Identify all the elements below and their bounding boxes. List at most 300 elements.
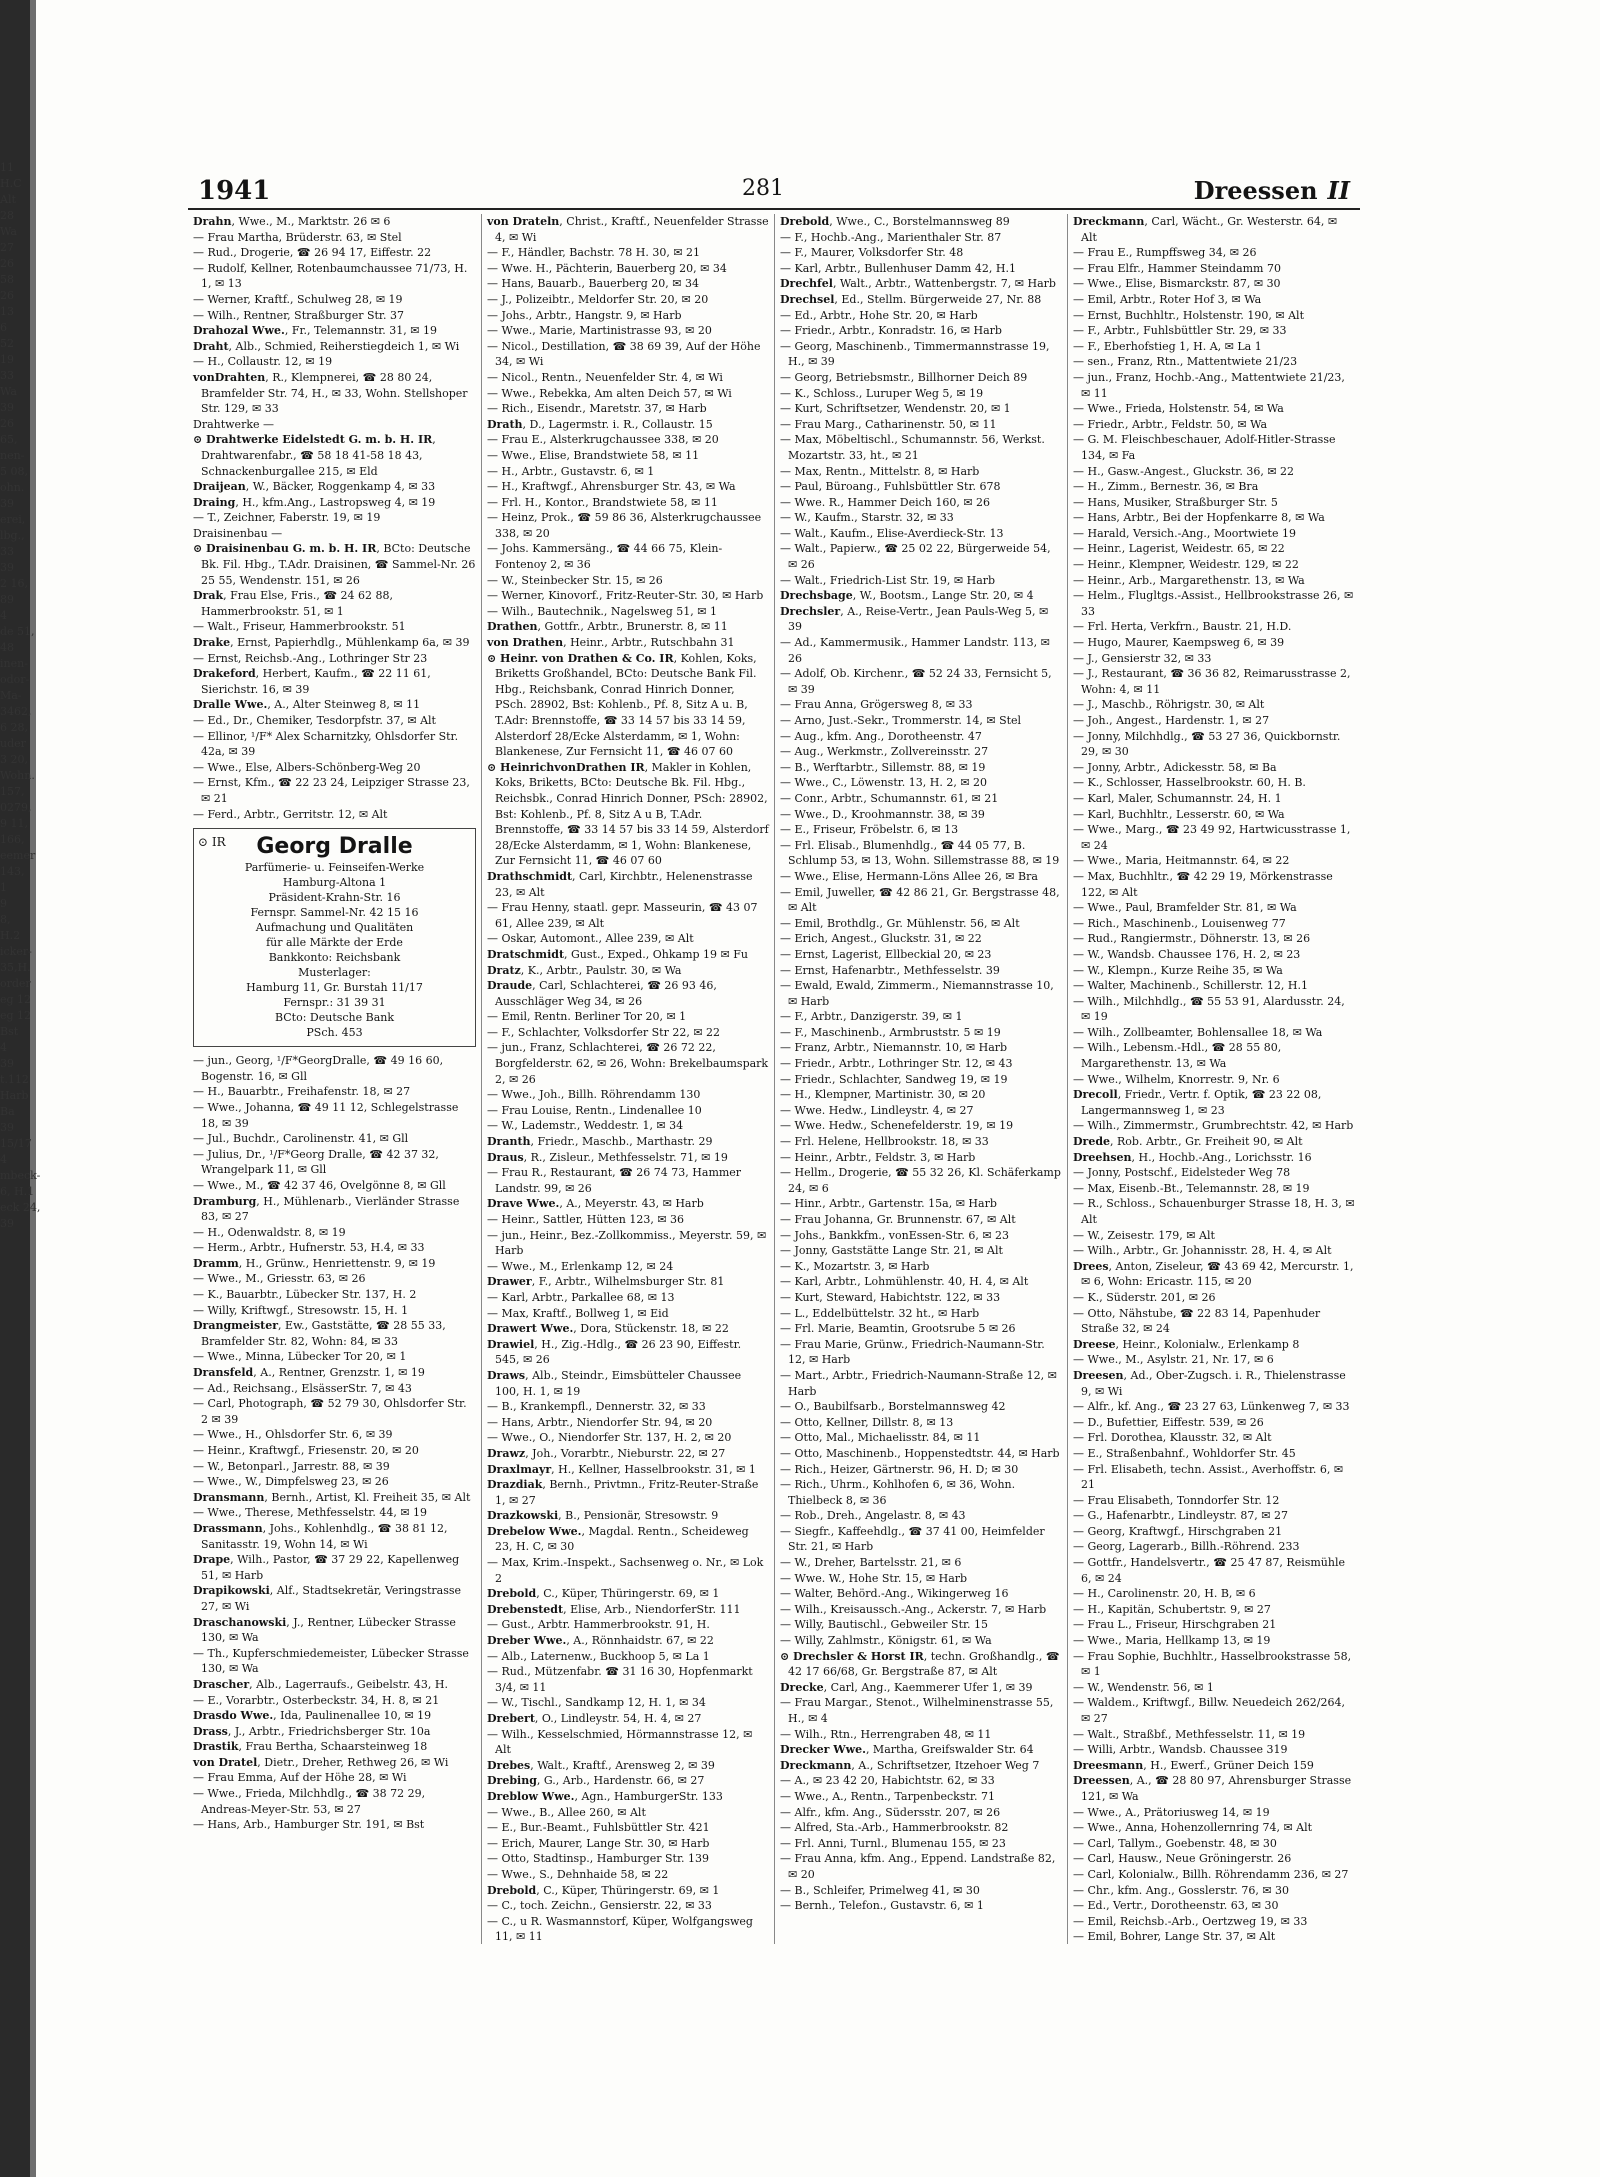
directory-entry: — R., Schloss., Schauenburger Strasse 18, H. 3, ✉ Alt bbox=[1073, 1197, 1355, 1226]
directory-entry: — Herm., Arbtr., Hufnerstr. 53, H.4, ✉ 33 bbox=[193, 1241, 425, 1255]
directory-entry: Drebold, Wwe., C., Borstelmannsweg 89 bbox=[780, 215, 1010, 228]
directory-entry: — Ernst, Buchhltr., Holstenstr. 190, ✉ Alt bbox=[1073, 308, 1304, 322]
directory-entry: Drawz, Joh., Vorarbtr., Nieburstr. 22, ✉ 27 bbox=[487, 1446, 726, 1460]
directory-entry: Drath, D., Lagermstr. i. R., Collaustr. 15 bbox=[487, 417, 713, 431]
directory-entry: — Heinr., Kraftwgf., Friesenstr. 20, ✉ 20 bbox=[193, 1444, 419, 1457]
directory-entry: — Hans, Musiker, Straßburger Str. 5 bbox=[1073, 495, 1278, 509]
fragment-text: eck 24, bbox=[0, 1201, 41, 1214]
directory-entry: — O., Baubilfsarb., Borstelmannsweg 42 bbox=[780, 1400, 1006, 1414]
directory-entry: Drecke, Carl, Ang., Kaemmerer Ufer 1, ✉ 39 bbox=[780, 1680, 1033, 1694]
directory-entry: — Friedr., Arbtr., Konradstr. 16, ✉ Harb bbox=[780, 324, 1002, 338]
directory-entry: Drebert, O., Lindleystr. 54, H. 4, ✉ 27 bbox=[487, 1712, 702, 1725]
fragment-text: 9 11, bbox=[0, 817, 28, 830]
directory-entry: — H., Odenwaldstr. 8, ✉ 19 bbox=[193, 1225, 346, 1239]
directory-entry: — Willy, Zahlmstr., Königstr. 61, ✉ Wa bbox=[780, 1634, 992, 1648]
directory-entry: — Wwe. H., Pächterin, Bauerberg 20, ✉ 34 bbox=[487, 261, 727, 275]
directory-entry: — Wilh., Kreisaussch.-Ang., Ackerstr. 7, ✉ Harb bbox=[780, 1602, 1047, 1616]
directory-entry: Draijean, W., Bäcker, Roggenkamp 4, ✉ 33 bbox=[193, 480, 436, 494]
directory-entry: — Wwe., Elise, Brandstwiete 58, ✉ 11 bbox=[487, 448, 700, 462]
directory-entry: — Wwe., Therese, Methfesselstr. 44, ✉ 19 bbox=[193, 1506, 428, 1520]
directory-entry: — Gottfr., Handelsvertr., ☎ 25 47 87, Reismühle 6, ✉ 24 bbox=[1073, 1556, 1346, 1585]
directory-entry: Drebes, Walt., Kraftf., Arensweg 2, ✉ 39 bbox=[487, 1758, 715, 1772]
directory-entry: — Otto, Mal., Michaelisstr. 84, ✉ 11 bbox=[780, 1431, 981, 1445]
directory-entry: — F., Arbtr., Danzigerstr. 39, ✉ 1 bbox=[780, 1010, 963, 1024]
directory-entry: — H., Carolinenstr. 20, H. B, ✉ 6 bbox=[1073, 1587, 1256, 1601]
directory-entry: — Wilh., Kesselschmied, Hörmannstrasse 12, ✉ Alt bbox=[487, 1727, 753, 1757]
directory-entry: — Max, Eisenb.-Bt., Telemannstr. 28, ✉ 19 bbox=[1073, 1181, 1310, 1195]
directory-entry: — Wwe., A., Rentn., Tarpenbeckstr. 71 bbox=[780, 1789, 995, 1803]
column-4 bbox=[1067, 214, 1360, 1944]
directory-entry: — Wwe., Wilhelm, Knorrestr. 9, Nr. 6 bbox=[1073, 1072, 1280, 1086]
directory-entry: — G. M. Fleischbeschauer, Adolf-Hitler-Strasse 134, ✉ Fa bbox=[1073, 433, 1336, 462]
directory-entry: Drebenstedt, Elise, Arb., NiendorferStr. 111 bbox=[487, 1602, 741, 1616]
directory-entry: — Frl. Elisab., Blumenhdlg., ☎ 44 05 77, B. Schlump 53, ✉ 13, Wohn. Sillemstrasse 88, ✉ 19 bbox=[780, 838, 1060, 868]
directory-entry: — Rud., Drogerie, ☎ 26 94 17, Eiffestr. 22 bbox=[193, 246, 432, 260]
directory-entry: — W., Zeisestr. 179, ✉ Alt bbox=[1073, 1228, 1215, 1242]
directory-entry: — Hinr., Arbtr., Gartenstr. 15a, ✉ Harb bbox=[780, 1197, 997, 1211]
directory-entry: — Wwe., Rebekka, Am alten Deich 57, ✉ Wi bbox=[487, 386, 732, 400]
directory-entry: Drawer, F., Arbtr., Wilhelmsburger Str. 81 bbox=[487, 1275, 725, 1289]
fragment-text: lbg., bbox=[0, 529, 25, 542]
directory-entry: — F., Arbtr., Fuhlsbüttler Str. 29, ✉ 33 bbox=[1073, 324, 1287, 338]
ad-mark: ⊙ IR bbox=[198, 835, 226, 850]
fragment-text: 52 bbox=[0, 337, 14, 350]
directory-entry: — Siegfr., Kaffeehdlg., ☎ 37 41 00, Heimfelder Str. 21, ✉ Harb bbox=[780, 1524, 1045, 1554]
directory-entry: — Hans, Arb., Hamburger Str. 191, ✉ Bst bbox=[193, 1818, 425, 1832]
directory-entry: — Frau Emma, Auf der Höhe 28, ✉ Wi bbox=[193, 1771, 407, 1785]
ad-line: BCto: Deutsche Bank bbox=[274, 1011, 395, 1025]
ad-line: Hamburg 11, Gr. Burstah 11/17 bbox=[246, 981, 423, 995]
directory-entry: — Rudolf, Kellner, Rotenbaumchaussee 71/73, H. 1, ✉ 13 bbox=[193, 261, 468, 291]
directory-entry: — J., Maschb., Röhrigstr. 30, ✉ Alt bbox=[1073, 698, 1265, 712]
directory-entry: — Karl, Maler, Schumannstr. 24, H. 1 bbox=[1073, 791, 1282, 805]
directory-entry: Dransfeld, A., Rentner, Grenzstr. 1, ✉ 19 bbox=[193, 1366, 425, 1380]
directory-entry: Dreessen, A., ☎ 28 80 97, Ahrensburger Strasse 121, ✉ Wa bbox=[1073, 1774, 1352, 1803]
fragment-text: 6 28, bbox=[0, 721, 28, 734]
directory-entry: — Walt., Friedrich-List Str. 19, ✉ Harb bbox=[780, 573, 996, 587]
directory-entry: — W., Betonparl., Jarrestr. 88, ✉ 39 bbox=[193, 1459, 390, 1473]
directory-entry: — Aug., Werkmstr., Zollvereinsstr. 27 bbox=[780, 745, 989, 759]
directory-entry: — Ernst, Reichsb.-Ang., Lothringer Str 23 bbox=[193, 651, 428, 665]
directory-entry: Dransmann, Bernh., Artist, Kl. Freiheit 35, ✉ Alt bbox=[193, 1490, 471, 1504]
directory-entry: Dramm, H., Grünw., Henriettenstr. 9, ✉ 19 bbox=[193, 1256, 436, 1270]
directory-entry: — Bernh., Telefon., Gustavstr. 6, ✉ 1 bbox=[780, 1899, 984, 1913]
directory-entry: Dreesmann, H., Ewerf., Grüner Deich 159 bbox=[1073, 1758, 1314, 1772]
directory-entry: — Jonny, Milchhdlg., ☎ 53 27 36, Quickbornstr. 29, ✉ 30 bbox=[1073, 729, 1341, 759]
directory-entry: — Walt., Straßbf., Methfesselstr. 11, ✉ 19 bbox=[1073, 1727, 1306, 1741]
directory-entry: — Frau Elisabeth, Tonndorfer Str. 12 bbox=[1073, 1493, 1280, 1507]
directory-entry: Drecoll, Friedr., Vertr. f. Optik, ☎ 23 22 08, Langermannsweg 1, ✉ 23 bbox=[1073, 1088, 1322, 1117]
directory-entry: — Ewald, Ewald, Zimmerm., Niemannstrasse 10, ✉ Harb bbox=[780, 979, 1054, 1008]
directory-entry: — Heinr., Sattler, Hütten 123, ✉ 36 bbox=[487, 1213, 685, 1226]
directory-entry: — Wwe. Hedw., Lindleystr. 4, ✉ 27 bbox=[780, 1103, 974, 1117]
directory-entry: Drechfel, Walt., Arbtr., Wattenbergstr. 7, ✉ Harb bbox=[780, 277, 1056, 291]
directory-entry: — Gust., Arbtr. Hammerbrookstr. 91, H. bbox=[487, 1618, 710, 1632]
fragment-text: Harb bbox=[0, 1089, 29, 1102]
directory-entry: — D., Bufettier, Eiffestr. 539, ✉ 26 bbox=[1073, 1415, 1264, 1429]
directory-entry: — jun., Georg, ¹/F*GeorgDralle, ☎ 49 16 60, Bogenstr. 16, ✉ Gll bbox=[193, 1054, 444, 1083]
fragment-text: 15/17 bbox=[0, 1137, 32, 1150]
directory-entry: — Max, Möbeltischl., Schumannstr. 56, Werkst. Mozartstr. 33, ht., ✉ 21 bbox=[780, 433, 1045, 462]
directory-entry: — Arno, Just.-Sekr., Trommerstr. 14, ✉ Stel bbox=[780, 714, 1022, 727]
directory-entry: — Waldem., Kriftwgf., Billw. Neuedeich 262/264, ✉ 27 bbox=[1073, 1696, 1345, 1725]
directory-entry: — Wwe., Else, Albers-Schönberg-Weg 20 bbox=[193, 760, 421, 774]
directory-entry: — Rich., Maschinenb., Louisenweg 77 bbox=[1073, 916, 1286, 930]
directory-entry: Drasdo Wwe., Ida, Paulinenallee 10, ✉ 19 bbox=[193, 1709, 432, 1723]
directory-entry: — Frau Marg., Catharinenstr. 50, ✉ 11 bbox=[780, 417, 997, 431]
directory-entry: — Wwe., Marie, Martinistrasse 93, ✉ 20 bbox=[487, 324, 712, 338]
fragment-text: inen- bbox=[0, 657, 28, 670]
directory-entry: — H., Collaustr. 12, ✉ 19 bbox=[193, 355, 333, 369]
fragment-text: 48 bbox=[0, 641, 14, 654]
directory-entry: — Georg, Kraftwgf., Hirschgraben 21 bbox=[1073, 1524, 1283, 1538]
directory-entry: — Hans, Bauarb., Bauerberg 20, ✉ 34 bbox=[487, 277, 699, 291]
directory-entry: — H., Arbtr., Gustavstr. 6, ✉ 1 bbox=[487, 464, 655, 478]
directory-entry: — Heinr., Arb., Margarethenstr. 13, ✉ Wa bbox=[1073, 573, 1305, 587]
directory-entry: Drangmeister, Ew., Gaststätte, ☎ 28 55 33, Bramfelder Str. 82, Wohn: 84, ✉ 33 bbox=[193, 1319, 446, 1348]
fragment-text: Wohn. bbox=[0, 769, 35, 782]
directory-entry: — Erich, Angest., Gluckstr. 31, ✉ 22 bbox=[780, 932, 982, 946]
directory-entry: — Alfr., kf. Ang., ☎ 23 27 63, Lünkenweg 7, ✉ 33 bbox=[1073, 1400, 1350, 1414]
directory-entry: — Max, Rentn., Mittelstr. 8, ✉ Harb bbox=[780, 464, 980, 478]
directory-entry: — Otto, Maschinenb., Hoppenstedtstr. 44, ✉ Harb bbox=[780, 1446, 1060, 1460]
directory-entry: Drazdiak, Bernh., Privtmn., Fritz-Reuter-Straße 1, ✉ 27 bbox=[487, 1478, 759, 1507]
directory-entry: — F., Eberhofstieg 1, H. A, ✉ La 1 bbox=[1073, 339, 1262, 353]
directory-entry: — Wilh., Milchhdlg., ☎ 55 53 91, Alardusstr. 24, ✉ 19 bbox=[1073, 994, 1345, 1024]
ad-line: Parfümerie- u. Feinseifen-Werke bbox=[244, 861, 425, 875]
fragment-text: 2 16, bbox=[0, 577, 28, 590]
directory-entry: — E., Friseur, Fröbelstr. 6, ✉ 13 bbox=[780, 823, 959, 837]
directory-entry: Drathen, Gottfr., Arbtr., Brunerstr. 8, ✉ 11 bbox=[487, 620, 728, 634]
directory-entry: — C., toch. Zeichn., Gensierstr. 22, ✉ 33 bbox=[487, 1899, 712, 1913]
directory-entry: — Rud., Mützenfabr. ☎ 31 16 30, Hopfenmarkt 3/4, ✉ 11 bbox=[487, 1665, 753, 1694]
fragment-text: H.C bbox=[0, 177, 22, 190]
directory-entry: — Wwe., Joh., Billh. Röhrendamm 130 bbox=[487, 1088, 701, 1102]
directory-page bbox=[172, 170, 1364, 1950]
directory-entry: — Frl. Helene, Hellbrookstr. 18, ✉ 33 bbox=[780, 1135, 989, 1149]
directory-entry: — Alb., Laternenw., Buckhoop 5, ✉ La 1 bbox=[487, 1649, 710, 1663]
directory-entry: — Friedr., Schlachter, Sandweg 19, ✉ 19 bbox=[780, 1072, 1008, 1086]
directory-entry: — W., Wandsb. Chaussee 176, H. 2, ✉ 23 bbox=[1073, 947, 1301, 961]
fragment-text: 3 20, bbox=[0, 753, 28, 766]
directory-entry: Drapikowski, Alf., Stadtsekretär, Veringstrasse 27, ✉ Wi bbox=[193, 1584, 462, 1613]
directory-entry: — Otto, Kellner, Dillstr. 8, ✉ 13 bbox=[780, 1415, 954, 1429]
directory-entry: — Frau Sophie, Buchhltr., Hasselbrookstrasse 58, ✉ 1 bbox=[1073, 1649, 1352, 1679]
directory-entry: — Nicol., Rentn., Neuenfelder Str. 4, ✉ Wi bbox=[487, 370, 723, 384]
directory-entry: Drebold, C., Küper, Thüringerstr. 69, ✉ 1 bbox=[487, 1587, 720, 1601]
directory-entry: — Otto, Nähstube, ☎ 22 83 14, Papenhuder Straße 32, ✉ 24 bbox=[1073, 1306, 1321, 1336]
directory-entry: — Aug., kfm. Ang., Dorotheenstr. 47 bbox=[780, 729, 982, 743]
ad-line: Aufmachung und Qualitäten bbox=[255, 921, 414, 935]
ad-line: Fernspr.: 31 39 31 bbox=[283, 996, 386, 1010]
directory-entry: Drass, J., Arbtr., Friedrichsberger Str. 10a bbox=[193, 1724, 431, 1738]
fragment-text: 3462, bbox=[0, 705, 32, 718]
directory-entry: — Frl. H., Kontor., Brandstwiete 58, ✉ 11 bbox=[487, 495, 718, 509]
fragment-text: t.112 bbox=[0, 1073, 29, 1086]
ad-line: PSch. 453 bbox=[306, 1026, 363, 1040]
columns bbox=[188, 214, 1360, 1944]
directory-entry: — Adolf, Ob. Kirchenr., ☎ 52 24 33, Fernsicht 5, ✉ 39 bbox=[780, 667, 1052, 696]
fragment-text: 26 bbox=[0, 289, 14, 302]
directory-entry: Drathschmidt, Carl, Kirchbtr., Helenenstrasse 23, ✉ Alt bbox=[487, 869, 753, 899]
directory-entry: — Emil, Arbtr., Roter Hof 3, ✉ Wa bbox=[1073, 292, 1262, 306]
directory-entry: — Mart., Arbtr., Friedrich-Naumann-Straße 12, ✉ Harb bbox=[780, 1368, 1057, 1398]
directory-entry: Draude, Carl, Schlachterei, ☎ 26 93 46, Ausschläger Weg 34, ✉ 26 bbox=[487, 979, 717, 1008]
directory-entry: — B., Krankempfl., Dennerstr. 32, ✉ 33 bbox=[487, 1400, 706, 1414]
fragment-text: Ba bbox=[0, 1105, 15, 1118]
fragment-text: eg 12 bbox=[0, 993, 32, 1006]
ad-line: Fernspr. Sammel-Nr. 42 15 16 bbox=[250, 906, 419, 920]
directory-entry: Drawiel, H., Zig.-Hdlg., ☎ 26 23 90, Eiffestr. 545, ✉ 26 bbox=[487, 1337, 742, 1367]
fragment-text: order bbox=[0, 977, 31, 990]
fragment-text: H.2 bbox=[0, 929, 21, 942]
directory-entry: — Jul., Buchdr., Carolinenstr. 41, ✉ Gll bbox=[193, 1132, 409, 1146]
fragment-text: Alt bbox=[0, 193, 16, 206]
directory-entry: — Wwe., Johanna, ☎ 49 11 12, Schlegelstrasse 18, ✉ 39 bbox=[193, 1100, 459, 1130]
directory-entry: — Wwe., S., Dehnhaide 58, ✉ 22 bbox=[487, 1867, 669, 1881]
directory-entry: Dreckmann, A., Schriftsetzer, Itzehoer Weg 7 bbox=[780, 1758, 1040, 1772]
directory-entry: — Wilh., Rtn., Herrengraben 48, ✉ 11 bbox=[780, 1727, 992, 1741]
directory-entry: — Chr., kfm. Ang., Gosslerstr. 76, ✉ 30 bbox=[1073, 1883, 1290, 1897]
directory-entry: — W., Wendenstr. 56, ✉ 1 bbox=[1073, 1680, 1214, 1694]
directory-entry: — Wwe., O., Niendorfer Str. 137, H. 2, ✉ 20 bbox=[487, 1431, 732, 1445]
directory-entry: — Oskar, Automont., Allee 239, ✉ Alt bbox=[487, 932, 694, 946]
directory-entry: — Karl, Arbtr., Lohmühlenstr. 40, H. 4, ✉ Alt bbox=[780, 1275, 1029, 1289]
directory-entry: — Nicol., Destillation, ☎ 38 69 39, Auf der Höhe 34, ✉ Wi bbox=[487, 339, 761, 369]
fragment-text: 4 bbox=[0, 609, 7, 622]
directory-entry: — Alfr., kfm. Ang., Südersstr. 207, ✉ 26 bbox=[780, 1805, 1001, 1819]
directory-entry: — Joh., Angest., Hardenstr. 1, ✉ 27 bbox=[1073, 714, 1270, 727]
directory-entry: — T., Zeichner, Faberstr. 19, ✉ 19 bbox=[193, 511, 381, 525]
directory-entry: — Emil, Brothdlg., Gr. Mühlenstr. 56, ✉ Alt bbox=[780, 916, 1020, 930]
fragment-text: 27 bbox=[0, 241, 14, 254]
directory-entry: Drastik, Frau Bertha, Schaarsteinweg 18 bbox=[193, 1740, 428, 1754]
page-year: 1941 bbox=[198, 176, 271, 206]
fragment-text: 4 bbox=[0, 1041, 7, 1054]
directory-entry: — Wwe., M., ☎ 42 37 46, Ovelgönne 8, ✉ Gll bbox=[193, 1178, 446, 1192]
directory-entry: — Rud., Rangiermstr., Döhnerstr. 13, ✉ 26 bbox=[1073, 932, 1311, 946]
directory-entry: Dreesen, Ad., Ober-Zugsch. i. R., Thielenstrasse 9, ✉ Wi bbox=[1073, 1368, 1346, 1398]
directory-entry: — Kurt, Steward, Habichtstr. 122, ✉ 33 bbox=[780, 1290, 1001, 1304]
directory-entry: — Carl, Photograph, ☎ 52 79 30, Ohlsdorfer Str. 2 ✉ 39 bbox=[193, 1397, 467, 1426]
directory-entry: Drape, Wilh., Pastor, ☎ 37 29 22, Kapellenweg 51, ✉ Harb bbox=[193, 1553, 460, 1582]
directory-entry: — Wwe., Frieda, Holstenstr. 54, ✉ Wa bbox=[1073, 402, 1284, 416]
directory-entry: — Werner, Kraftf., Schulweg 28, ✉ 19 bbox=[193, 292, 403, 306]
directory-entry: von Drathen, Heinr., Arbtr., Rutschbahn 31 bbox=[487, 636, 735, 650]
directory-entry: — Frl. Anni, Turnl., Blumenau 155, ✉ 23 bbox=[780, 1836, 1006, 1850]
directory-entry: ⊙ Drechsler & Horst IR, techn. Großhandlg., ☎ 42 17 66/68, Gr. Bergstraße 87, ✉ Alt bbox=[780, 1649, 1060, 1679]
directory-entry: — Willy, Kriftwgf., Stresowstr. 15, H. 1 bbox=[193, 1303, 409, 1317]
directory-entry: — Frau R., Restaurant, ☎ 26 74 73, Hammer Landstr. 99, ✉ 26 bbox=[487, 1166, 742, 1195]
directory-entry: — Emil, Juweller, ☎ 42 86 21, Gr. Bergstrasse 48, ✉ Alt bbox=[780, 885, 1060, 915]
directory-entry: — Max, Kraftf., Bollweg 1, ✉ Eid bbox=[487, 1306, 669, 1320]
directory-entry: — Hans, Arbtr., Bei der Hopfenkarre 8, ✉ Wa bbox=[1073, 511, 1325, 525]
directory-entry: — Rich., Uhrm., Kohlhofen 6, ✉ 36, Wohn. Thielbeck 8, ✉ 36 bbox=[780, 1478, 1016, 1507]
directory-entry: Drebelow Wwe., Magdal. Rentn., Scheideweg 23, H. C, ✉ 30 bbox=[487, 1524, 749, 1554]
fragment-text: 6, H.1 bbox=[0, 1185, 35, 1198]
fragment-text: erei, bbox=[0, 513, 26, 526]
fragment-text: icker- bbox=[0, 945, 32, 958]
directory-entry: — Wilh., Zimmermstr., Grumbrechtstr. 42, ✉ Harb bbox=[1073, 1119, 1354, 1133]
directory-entry: — Ellinor, ¹/F* Alex Scharnitzky, Ohlsdorfer Str. 42a, ✉ 39 bbox=[193, 729, 459, 759]
directory-entry: — Wilh., Bautechnik., Nagelsweg 51, ✉ 1 bbox=[487, 604, 717, 618]
directory-entry: — Wwe., Marg., ☎ 23 49 92, Hartwicusstrasse 1, ✉ 24 bbox=[1073, 823, 1351, 852]
directory-entry: — Hugo, Maurer, Kaempsweg 6, ✉ 39 bbox=[1073, 636, 1285, 650]
directory-entry: — K., Süderstr. 201, ✉ 26 bbox=[1073, 1290, 1216, 1304]
directory-entry: — Frau Henny, staatl. gepr. Masseurin, ☎ 43 07 61, Allee 239, ✉ Alt bbox=[487, 901, 758, 930]
directory-entry: — W., Tischl., Sandkamp 12, H. 1, ✉ 34 bbox=[487, 1696, 706, 1710]
directory-entry: — Heinr., Klempner, Weidestr. 129, ✉ 22 bbox=[1073, 558, 1299, 572]
directory-entry: Draisinenbau — bbox=[193, 526, 283, 540]
directory-entry: — Ernst, Kfm., ☎ 22 23 24, Leipziger Strasse 23, ✉ 21 bbox=[193, 776, 470, 805]
directory-entry: — Hans, Arbtr., Niendorfer Str. 94, ✉ 20 bbox=[487, 1415, 713, 1429]
directory-entry: — Frl. Elisabeth, techn. Assist., Averhoffstr. 6, ✉ 21 bbox=[1073, 1462, 1344, 1492]
directory-entry: — Max, Krim.-Inspekt., Sachsenweg o. Nr., ✉ Lok 2 bbox=[487, 1556, 764, 1585]
directory-entry: — Georg, Lagerarb., Billh.-Röhrend. 233 bbox=[1073, 1540, 1300, 1554]
directory-entry: — Karl, Arbtr., Parkallee 68, ✉ 13 bbox=[487, 1290, 675, 1304]
fragment-text: 13 bbox=[0, 305, 14, 318]
directory-entry: — F., Maschinenb., Armbruststr. 5 ✉ 19 bbox=[780, 1025, 1001, 1039]
directory-entry: Dreese, Heinr., Kolonialw., Erlenkamp 8 bbox=[1073, 1337, 1300, 1351]
fragment-text: 11 bbox=[0, 161, 14, 174]
fragment-text: Bst bbox=[0, 1025, 19, 1038]
directory-entry: Drak, Frau Else, Fris., ☎ 24 62 88, Hammerbrookstr. 51, ✉ 1 bbox=[193, 589, 394, 618]
column-3 bbox=[774, 214, 1067, 1944]
directory-entry: Drake, Ernst, Papierhdlg., Mühlenkamp 6a, ✉ 39 bbox=[193, 636, 470, 650]
directory-entry: — Max, Buchhltr., ☎ 42 29 19, Mörkenstrasse 122, ✉ Alt bbox=[1073, 869, 1333, 899]
fragment-text: 6 bbox=[0, 321, 7, 334]
directory-entry: Dreehsen, H., Hochb.-Ang., Lorichsstr. 16 bbox=[1073, 1150, 1312, 1164]
fragment-text: Ma- bbox=[0, 689, 22, 702]
directory-entry: — W., Steinbecker Str. 15, ✉ 26 bbox=[487, 573, 663, 587]
directory-entry: Drahozal Wwe., Fr., Telemannstr. 31, ✉ 19 bbox=[193, 324, 437, 338]
directory-entry: Dralle Wwe., A., Alter Steinweg 8, ✉ 11 bbox=[193, 698, 421, 712]
directory-entry: ⊙ Heinr. von Drathen & Co. IR, Kohlen, Koks, Briketts Großhandel, BCto: Deutsche Bank Fil. Hbg., Reichsbank, Conrad Hinrich Donner, PSch. 28902, Bst: Kohlenb., Pf. 8, Sitz A u. B, T.Adr: Brennstoffe, ☎ 33 14 57 bis 33 14 59, Alsterdorf 28/Ecke Alsterdamm, ✉ 1, Wohn: Blankenese, Zur Fernsicht 11, ☎ 46 07 60 bbox=[487, 651, 757, 759]
directory-entry: — Ed., Arbtr., Hohe Str. 20, ✉ Harb bbox=[780, 308, 978, 322]
directory-entry: — G., Hafenarbtr., Lindleystr. 87, ✉ 27 bbox=[1073, 1509, 1289, 1523]
directory-entry: — Walt., Papierw., ☎ 25 02 22, Bürgerweide 54, ✉ 26 bbox=[780, 542, 1051, 572]
fragment-text: odor- bbox=[0, 673, 30, 686]
directory-entry: — Ed., Dr., Chemiker, Tesdorpfstr. 37, ✉ Alt bbox=[193, 714, 436, 727]
directory-entry: Draschanowski, J., Rentner, Lübecker Strasse 130, ✉ Wa bbox=[193, 1615, 456, 1645]
directory-entry: Draing, H., kfm.Ang., Lastropsweg 4, ✉ 19 bbox=[193, 495, 436, 509]
ad-line: für alle Märkte der Erde bbox=[266, 936, 403, 950]
fragment-text: Wa bbox=[0, 225, 17, 238]
column-2 bbox=[481, 214, 774, 1944]
directory-entry: — Ed., Vertr., Dorotheenstr. 63, ✉ 30 bbox=[1073, 1899, 1279, 1913]
directory-entry: — Wwe., Anna, Hohenzollernring 74, ✉ Alt bbox=[1073, 1821, 1313, 1835]
directory-entry: Drahn, Wwe., M., Marktstr. 26 ✉ 6 bbox=[193, 215, 391, 228]
fragment-text: 4 bbox=[0, 1153, 7, 1166]
fragment-text: 0279, bbox=[0, 801, 32, 814]
directory-entry: — Werner, Kinovorf., Fritz-Reuter-Str. 30, ✉ Harb bbox=[487, 589, 764, 603]
directory-entry: — H., Gasw.-Angest., Gluckstr. 36, ✉ 22 bbox=[1073, 464, 1295, 478]
directory-entry: — Walt., Friseur, Hammerbrookstr. 51 bbox=[193, 620, 406, 634]
fragment-text: 65, bbox=[0, 433, 18, 446]
directory-entry: — Walter, Machinenb., Schillerstr. 12, H.1 bbox=[1073, 979, 1308, 993]
directory-entry: Dreblow Wwe., Agn., HamburgerStr. 133 bbox=[487, 1789, 723, 1803]
directory-entry: — Wwe., W., Dimpfelsweg 23, ✉ 26 bbox=[193, 1475, 389, 1489]
directory-entry: — Wwe., Paul, Bramfelder Str. 81, ✉ Wa bbox=[1073, 901, 1297, 915]
fragment-text: 28 bbox=[0, 209, 14, 222]
fragment-text: 166, bbox=[0, 833, 25, 846]
directory-entry: — Wilh., Lebensm.-Hdl., ☎ 28 55 80, Margarethenstr. 13, ✉ Wa bbox=[1073, 1041, 1282, 1071]
directory-entry: — Emil, Bohrer, Lange Str. 37, ✉ Alt bbox=[1073, 1930, 1276, 1944]
directory-entry: Drechsbage, W., Bootsm., Lange Str. 20, ✉ 4 bbox=[780, 589, 1034, 603]
directory-entry: — Emil, Reichsb.-Arb., Oertzweg 19, ✉ 33 bbox=[1073, 1914, 1308, 1928]
directory-entry: Drakeford, Herbert, Kaufm., ☎ 22 11 61, Sierichstr. 16, ✉ 39 bbox=[193, 667, 431, 696]
directory-entry: — Rob., Dreh., Angelastr. 8, ✉ 43 bbox=[780, 1509, 966, 1523]
directory-entry: Dramburg, H., Mühlenarb., Vierländer Strasse 83, ✉ 27 bbox=[193, 1194, 460, 1224]
directory-entry: — Emil, Rentn. Berliner Tor 20, ✉ 1 bbox=[487, 1010, 687, 1024]
directory-entry: — J., Restaurant, ☎ 36 36 82, Reimarusstrasse 2, Wohn: 4, ✉ 11 bbox=[1073, 667, 1351, 696]
directory-entry: — K., Bauarbtr., Lübecker Str. 137, H. 2 bbox=[193, 1288, 417, 1302]
directory-entry: — Wwe., M., Griesstr. 63, ✉ 26 bbox=[193, 1272, 366, 1286]
directory-entry: — Wwe. W., Hohe Str. 15, ✉ Harb bbox=[780, 1571, 968, 1585]
directory-entry: — Wwe., Minna, Lübecker Tor 20, ✉ 1 bbox=[193, 1350, 407, 1364]
directory-entry: Dreckmann, Carl, Wächt., Gr. Westerstr. 64, ✉ Alt bbox=[1073, 215, 1338, 244]
directory-entry: — Carl, Kolonialw., Billh. Röhrendamm 236, ✉ 27 bbox=[1073, 1867, 1349, 1881]
directory-entry: Dreber Wwe., A., Rönnhaidstr. 67, ✉ 22 bbox=[487, 1634, 714, 1648]
fragment-text: uder bbox=[0, 737, 26, 750]
directory-entry: Drawert Wwe., Dora, Stückenstr. 18, ✉ 22 bbox=[487, 1322, 729, 1336]
directory-entry: — Friedr., Arbtr., Feldstr. 50, ✉ Wa bbox=[1073, 417, 1268, 431]
directory-entry: vonDrahten, R., Klempnerei, ☎ 28 80 24, Bramfelder Str. 74, H., ✉ 33, Wohn. Stellshoper Str. 129, ✉ 33 bbox=[193, 370, 468, 416]
fragment-text: eemer bbox=[0, 849, 36, 862]
fragment-text: 157, bbox=[0, 785, 25, 798]
directory-entry: — Franz, Arbtr., Niemannstr. 10, ✉ Harb bbox=[780, 1041, 1008, 1055]
directory-entry: — Jonny, Arbtr., Adickesstr. 58, ✉ Ba bbox=[1073, 760, 1277, 774]
advertisement-box bbox=[193, 828, 476, 1047]
fragment-text: de 51, bbox=[0, 625, 35, 638]
directory-entry: — Heinz, Prok., ☎ 59 86 36, Alsterkrugchaussee 338, ✉ 20 bbox=[487, 511, 762, 540]
directory-entry: — Ernst, Hafenarbtr., Methfesselstr. 39 bbox=[780, 963, 1000, 977]
directory-entry: — Carl, Hausw., Neue Gröningerstr. 26 bbox=[1073, 1852, 1292, 1866]
directory-entry: — F., Schlachter, Volksdorfer Str 22, ✉ 22 bbox=[487, 1025, 721, 1039]
directory-entry: — Wwe., A., Prätoriusweg 14, ✉ 19 bbox=[1073, 1805, 1270, 1819]
page-header bbox=[172, 170, 1364, 206]
directory-entry: — Walt., Kaufm., Elise-Averdieck-Str. 13 bbox=[780, 526, 1004, 540]
directory-entry: — Georg, Betriebsmstr., Billhorner Deich 89 bbox=[780, 370, 1028, 384]
directory-entry: — Wwe., B., Allee 260, ✉ Alt bbox=[487, 1805, 646, 1819]
directory-entry: — K., Mozartstr. 3, ✉ Harb bbox=[780, 1259, 930, 1273]
directory-entry: — H., Kapitän, Schubertstr. 9, ✉ 27 bbox=[1073, 1602, 1271, 1616]
directory-entry: — Heinr., Arbtr., Feldstr. 3, ✉ Harb bbox=[780, 1150, 976, 1164]
ad-line: Hamburg-Altona 1 bbox=[282, 876, 387, 890]
fragment-text: 26 bbox=[0, 257, 14, 270]
fragment-text: 9 bbox=[0, 897, 7, 910]
directory-entry: — Frau Johanna, Gr. Brunnenstr. 67, ✉ Alt bbox=[780, 1213, 1016, 1226]
directory-entry: — Frau Margar., Stenot., Wilhelminenstrasse 55, H., ✉ 4 bbox=[780, 1696, 1054, 1725]
fragment-text: mbeck- bbox=[0, 1169, 41, 1182]
directory-entry: — Julius, Dr., ¹/F*Georg Dralle, ☎ 42 37 32, Wrangelpark 11, ✉ Gll bbox=[193, 1147, 439, 1177]
directory-entry: — Wwe., Maria, Hellkamp 13, ✉ 19 bbox=[1073, 1634, 1271, 1648]
directory-entry: ⊙ HeinrichvonDrathen IR, Makler in Kohlen, Koks, Briketts, BCto: Deutsche Bk. Fil. Hbg., Reichsbk., Conrad Hinrich Donner, PSch: 28902, Bst: Kohlenb., Pf. 8, Sitz A u B, T.Adr. Brennstoffe, ☎ 33 14 57 bis 33 14 59, Alsterdorf 28/Ecke Alsterdamm, ✉ 1, Wohn: Blankenese, Zur Fernsicht 11, ☎ 46 07 60 bbox=[487, 760, 769, 868]
directory-entry: Dratschmidt, Gust., Exped., Ohkamp 19 ✉ Fu bbox=[487, 947, 748, 961]
directory-entry: — F., Hochb.-Ang., Marienthaler Str. 87 bbox=[780, 230, 1002, 244]
directory-entry: — Harald, Versich.-Ang., Moortwiete 19 bbox=[1073, 526, 1296, 540]
directory-entry: — W., Lademstr., Weddestr. 1, ✉ 34 bbox=[487, 1119, 684, 1133]
fragment-text: 39 bbox=[0, 1121, 14, 1134]
directory-entry: Drave Wwe., A., Meyerstr. 43, ✉ Harb bbox=[487, 1197, 704, 1211]
directory-entry: — Th., Kupferschmiedemeister, Lübecker Strasse 130, ✉ Wa bbox=[193, 1646, 469, 1676]
directory-entry: — Wwe., Frieda, Milchhdlg., ☎ 38 72 29, Andreas-Meyer-Str. 53, ✉ 27 bbox=[193, 1787, 426, 1816]
directory-entry: — L., Eddelbüttelstr. 32 ht., ✉ Harb bbox=[780, 1306, 980, 1320]
directory-entry: — Ferd., Arbtr., Gerritstr. 12, ✉ Alt bbox=[193, 807, 388, 821]
fragment-text: 143, bbox=[0, 865, 25, 878]
directory-entry: Dranth, Friedr., Maschb., Marthastr. 29 bbox=[487, 1135, 713, 1149]
directory-entry: — H., Bauarbtr., Freihafenstr. 18, ✉ 27 bbox=[193, 1085, 411, 1099]
